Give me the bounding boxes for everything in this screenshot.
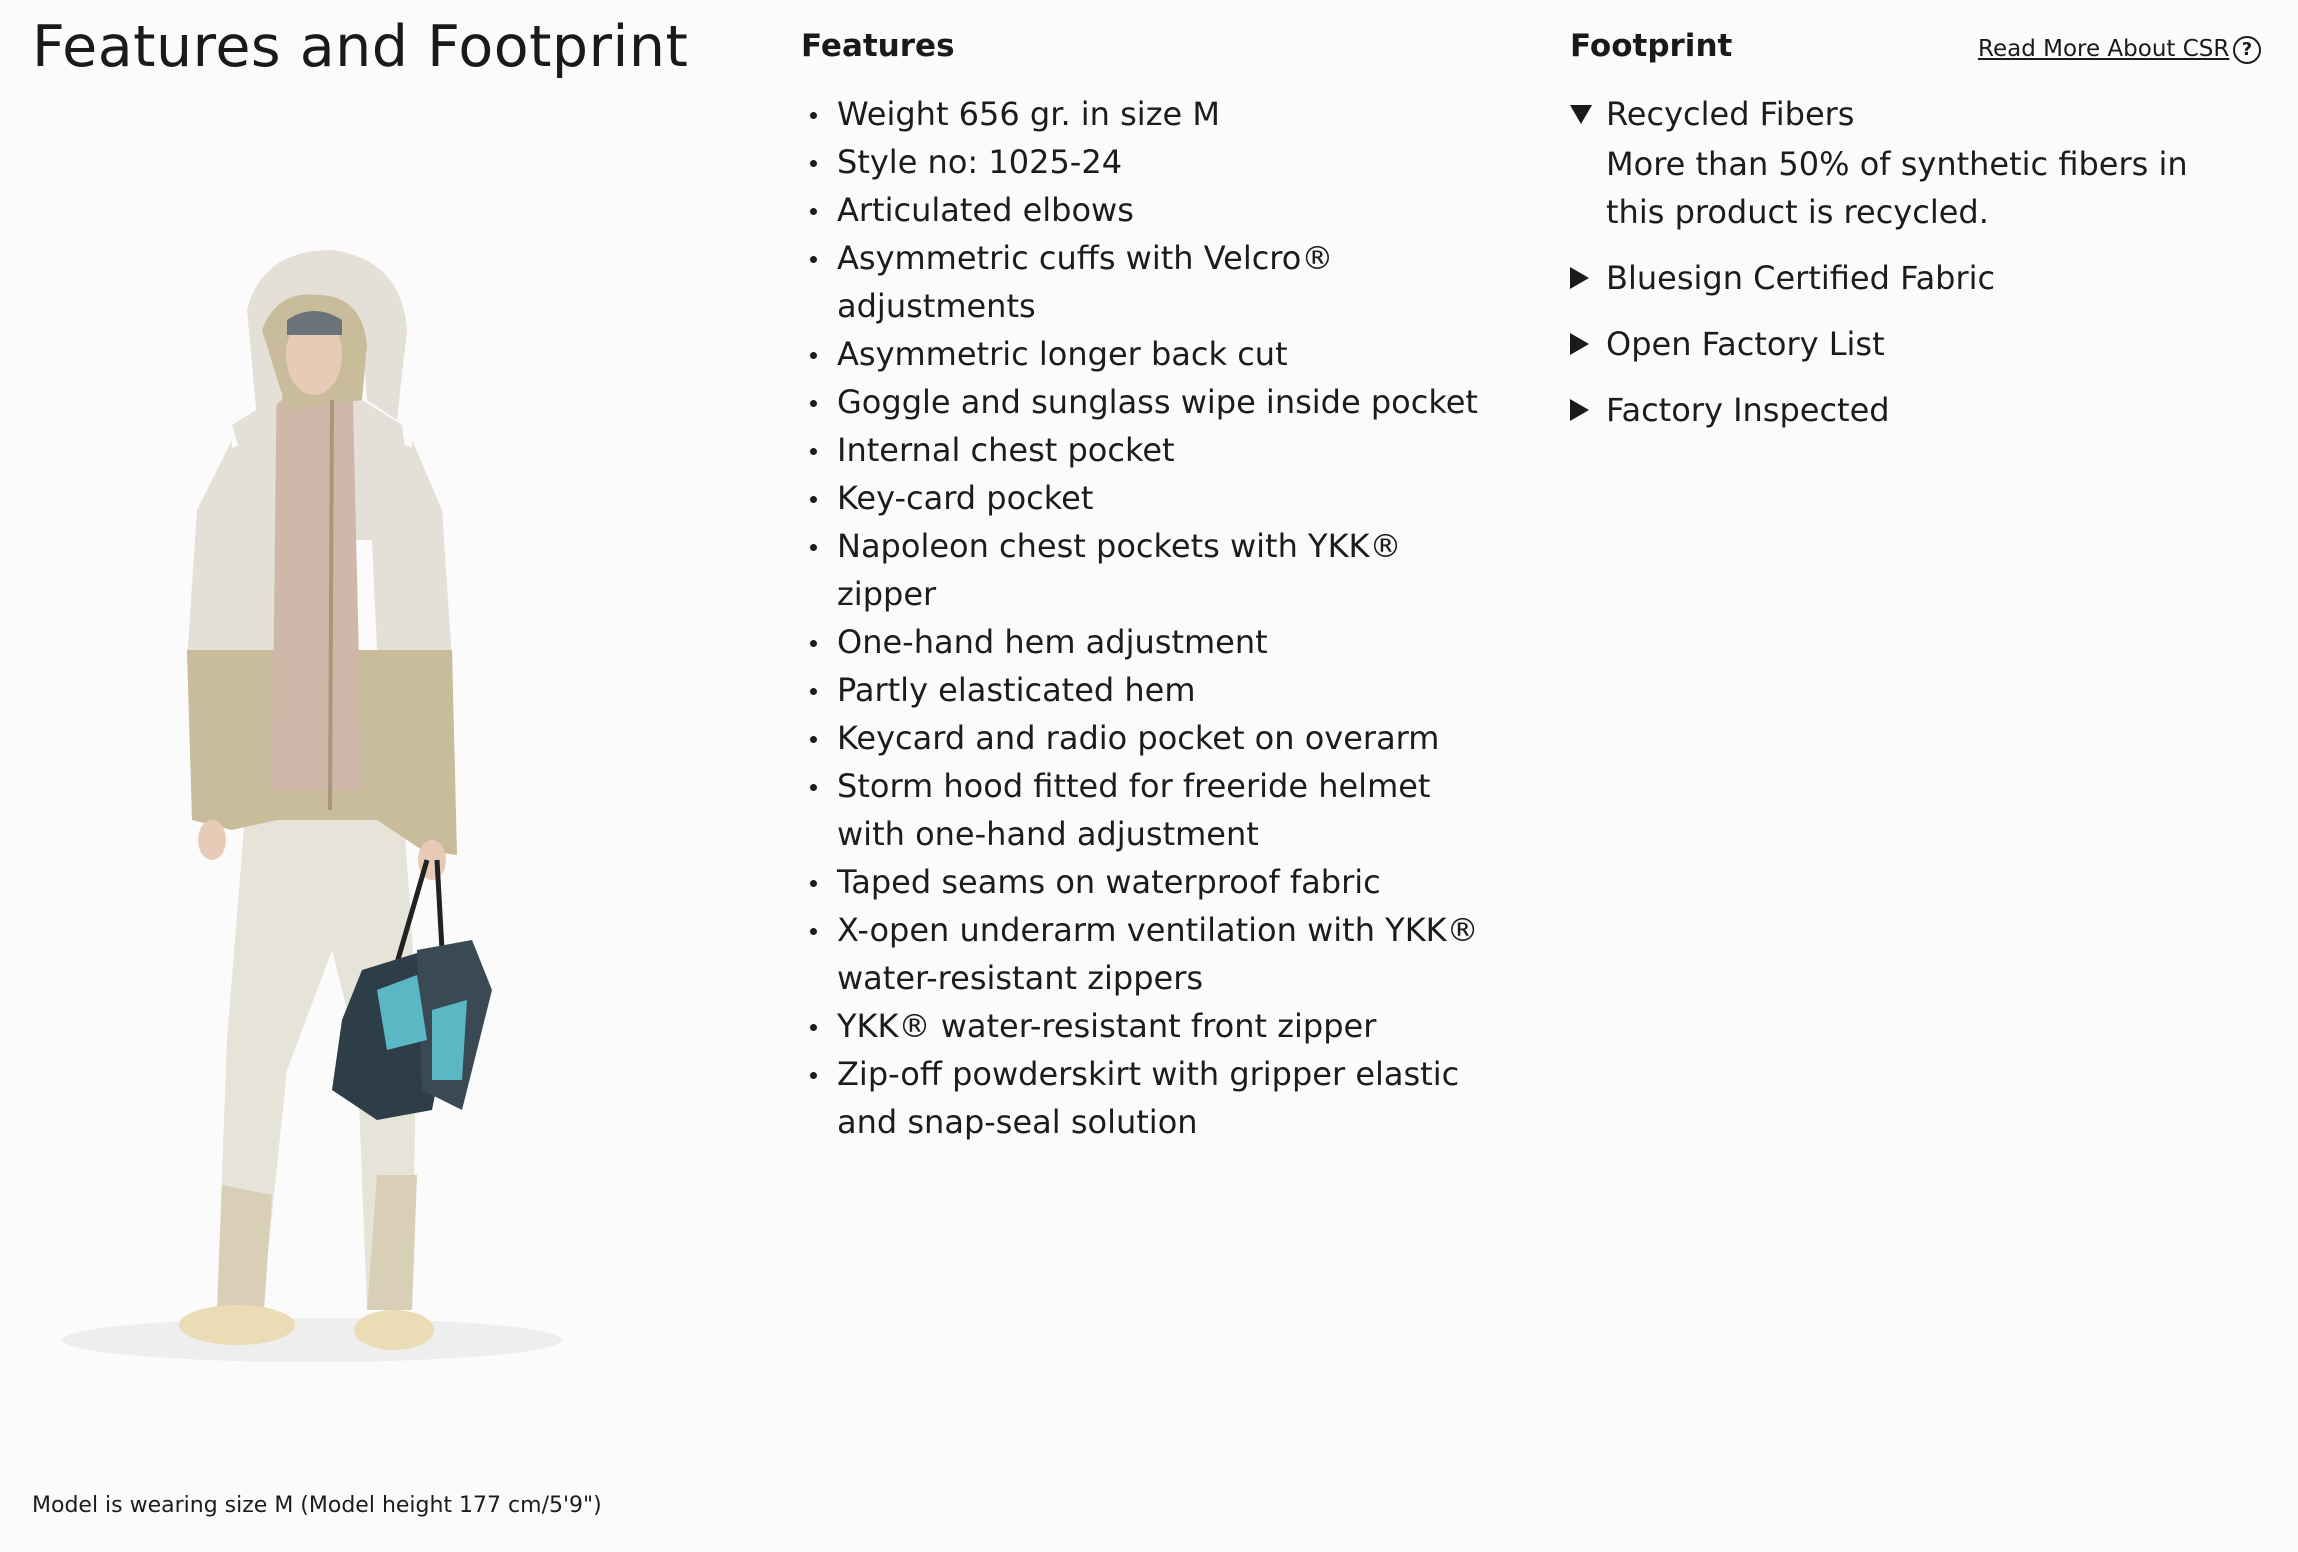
features-heading: Features [801,28,955,64]
footprint-item [1570,254,2260,302]
model-size-caption: Model is wearing size M (Model height 177 cm/5'9") [32,1493,602,1518]
help-icon[interactable]: ? [2233,36,2261,64]
feature-item: Keycard and radio pocket on overarm [801,714,1501,762]
feature-item: Internal chest pocket [801,426,1501,474]
footprint-item [1570,320,2260,368]
caret-icon-wrapper [1570,267,1606,289]
footprint-item-toggle[interactable] [1570,386,2260,434]
footprint-heading: Footprint [1570,28,1733,64]
footprint-item-toggle[interactable] [1570,254,2260,302]
footprint-item-label: Recycled Fibers [1606,95,1855,133]
feature-item: Goggle and sunglass wipe inside pocket [801,378,1501,426]
feature-item: Key-card pocket [801,474,1501,522]
feature-item: Asymmetric longer back cut [801,330,1501,378]
footprint-item-toggle[interactable] [1570,90,2260,138]
footprint-item-body: More than 50% of synthetic fibers in this product is recycled. [1606,145,2188,231]
page-title: Features and Footprint [32,14,689,80]
feature-item: Weight 656 gr. in size M [801,90,1501,138]
footprint-item-toggle[interactable] [1570,320,2260,368]
feature-item: X-open underarm ventilation with YKK® water-resistant zippers [801,906,1501,1002]
caret-right-icon [1570,333,1589,355]
feature-item: Napoleon chest pockets with YKK® zipper [801,522,1501,618]
caret-right-icon [1570,399,1589,421]
feature-item: Taped seams on waterproof fabric [801,858,1501,906]
feature-item: Zip-off powderskirt with gripper elastic and snap-seal solution [801,1050,1501,1146]
footprint-item [1570,386,2260,434]
product-model-image [32,250,632,1375]
caret-icon-wrapper [1570,105,1606,124]
features-list [801,90,1501,1146]
feature-item: One-hand hem adjustment [801,618,1501,666]
footprint-item-label: Factory Inspected [1606,391,1890,429]
read-more-csr-link[interactable]: Read More About CSR [1978,36,2230,62]
caret-down-icon [1570,105,1592,124]
feature-item: Storm hood fitted for freeride helmet with one-hand adjustment [801,762,1501,858]
caret-right-icon [1570,267,1589,289]
footprint-item-label: Bluesign Certified Fabric [1606,259,1996,297]
feature-item: Asymmetric cuffs with Velcro® adjustments [801,234,1501,330]
feature-item: Articulated elbows [801,186,1501,234]
caret-icon-wrapper [1570,399,1606,421]
footprint-item-label: Open Factory List [1606,325,1885,363]
footprint-item [1570,90,2260,236]
feature-item: Partly elasticated hem [801,666,1501,714]
footprint-accordion [1570,90,2260,452]
caret-icon-wrapper [1570,333,1606,355]
feature-item: YKK® water-resistant front zipper [801,1002,1501,1050]
feature-item: Style no: 1025-24 [801,138,1501,186]
